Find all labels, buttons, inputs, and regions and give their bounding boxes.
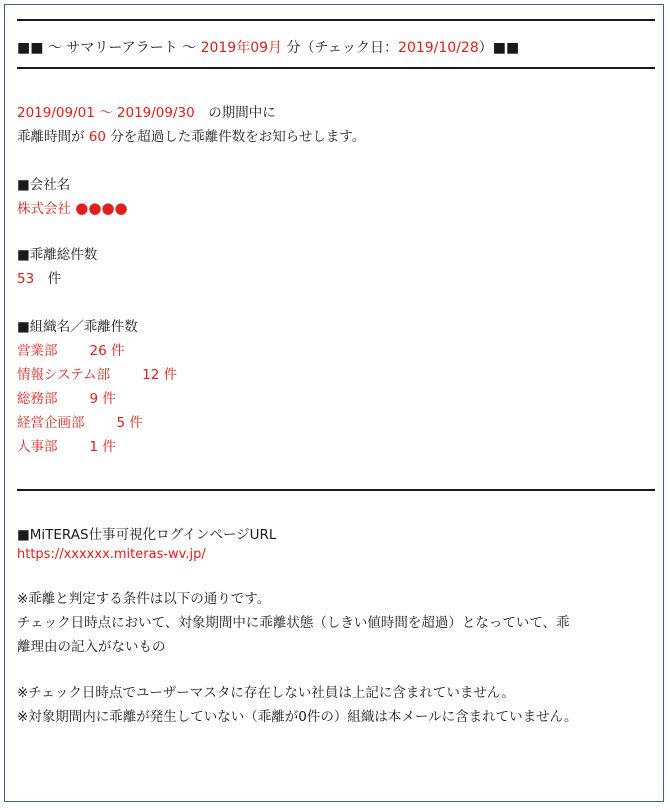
header-suffix-a: 分（チェック日： (282, 40, 399, 56)
email-body-frame (4, 4, 664, 802)
org-heading: ■組織名／乖離件数 (17, 319, 138, 335)
org-row (17, 363, 177, 383)
company-name (17, 197, 128, 217)
condition-line-1: チェック日時点において、対象期間中に乖離状態（しきい値時間を超過）となっていて、乖 (17, 615, 570, 631)
company-heading: ■会社名 (17, 177, 71, 193)
intro-period-line (17, 101, 276, 121)
total-count: 53 (17, 271, 35, 287)
org-row (17, 435, 116, 455)
org-name: 経営企画部 (17, 415, 85, 431)
header-check-date: 2019/10/28 (398, 40, 479, 56)
note-excluded-orgs: ※対象期間内に乖離が発生していない（乖離が0件の）組織は本メールに含まれていません。 (17, 709, 578, 725)
org-count: 9 件 (89, 391, 116, 407)
header-period: 2019年09月 (200, 40, 283, 56)
note-excluded-users: ※チェック日時点でユーザーマスタに存在しない社員は上記に含まれていません。 (17, 685, 515, 701)
header-suffix-b: ）■■ (478, 40, 520, 56)
login-heading: ■MiTERAS仕事可視化ログインページURL (17, 527, 277, 543)
org-name: 営業部 (17, 343, 58, 359)
org-name: 情報システム部 (17, 367, 111, 383)
company-name-mask: ●●●● (75, 199, 128, 217)
total-heading: ■乖離総件数 (17, 247, 98, 263)
login-url-link[interactable]: https://xxxxxx.miteras-wv.jp/ (17, 547, 206, 562)
intro-threshold-line (17, 125, 365, 145)
total-unit: 件 (34, 271, 62, 287)
footer-divider (17, 489, 655, 491)
org-count: 26 件 (89, 343, 125, 359)
summary-alert-header (17, 37, 519, 57)
org-row (17, 411, 143, 431)
org-count: 5 件 (116, 415, 143, 431)
company-name-text: 株式会社 (17, 201, 76, 217)
top-divider (17, 19, 655, 21)
header-divider (17, 67, 655, 69)
intro-threshold: 60 (88, 129, 106, 145)
total-count-line (17, 267, 61, 287)
org-row (17, 339, 124, 359)
intro-range: 2019/09/01 〜 2019/09/30 (17, 105, 195, 121)
condition-heading: ※乖離と判定する条件は以下の通りです。 (17, 591, 271, 607)
intro-line2-b: 分を超過した乖離件数をお知らせします。 (105, 129, 366, 145)
intro-range-suffix: の期間中に (194, 105, 276, 121)
org-row (17, 387, 116, 407)
intro-line2-a: 乖離時間が (17, 129, 89, 145)
org-count: 12 件 (142, 367, 178, 383)
header-prefix: ■■ 〜 サマリーアラート 〜 (17, 40, 201, 56)
org-count: 1 件 (89, 439, 116, 455)
org-name: 人事部 (17, 439, 58, 455)
condition-line-2: 離理由の記入がないもの (17, 639, 166, 655)
org-name: 総務部 (17, 391, 58, 407)
